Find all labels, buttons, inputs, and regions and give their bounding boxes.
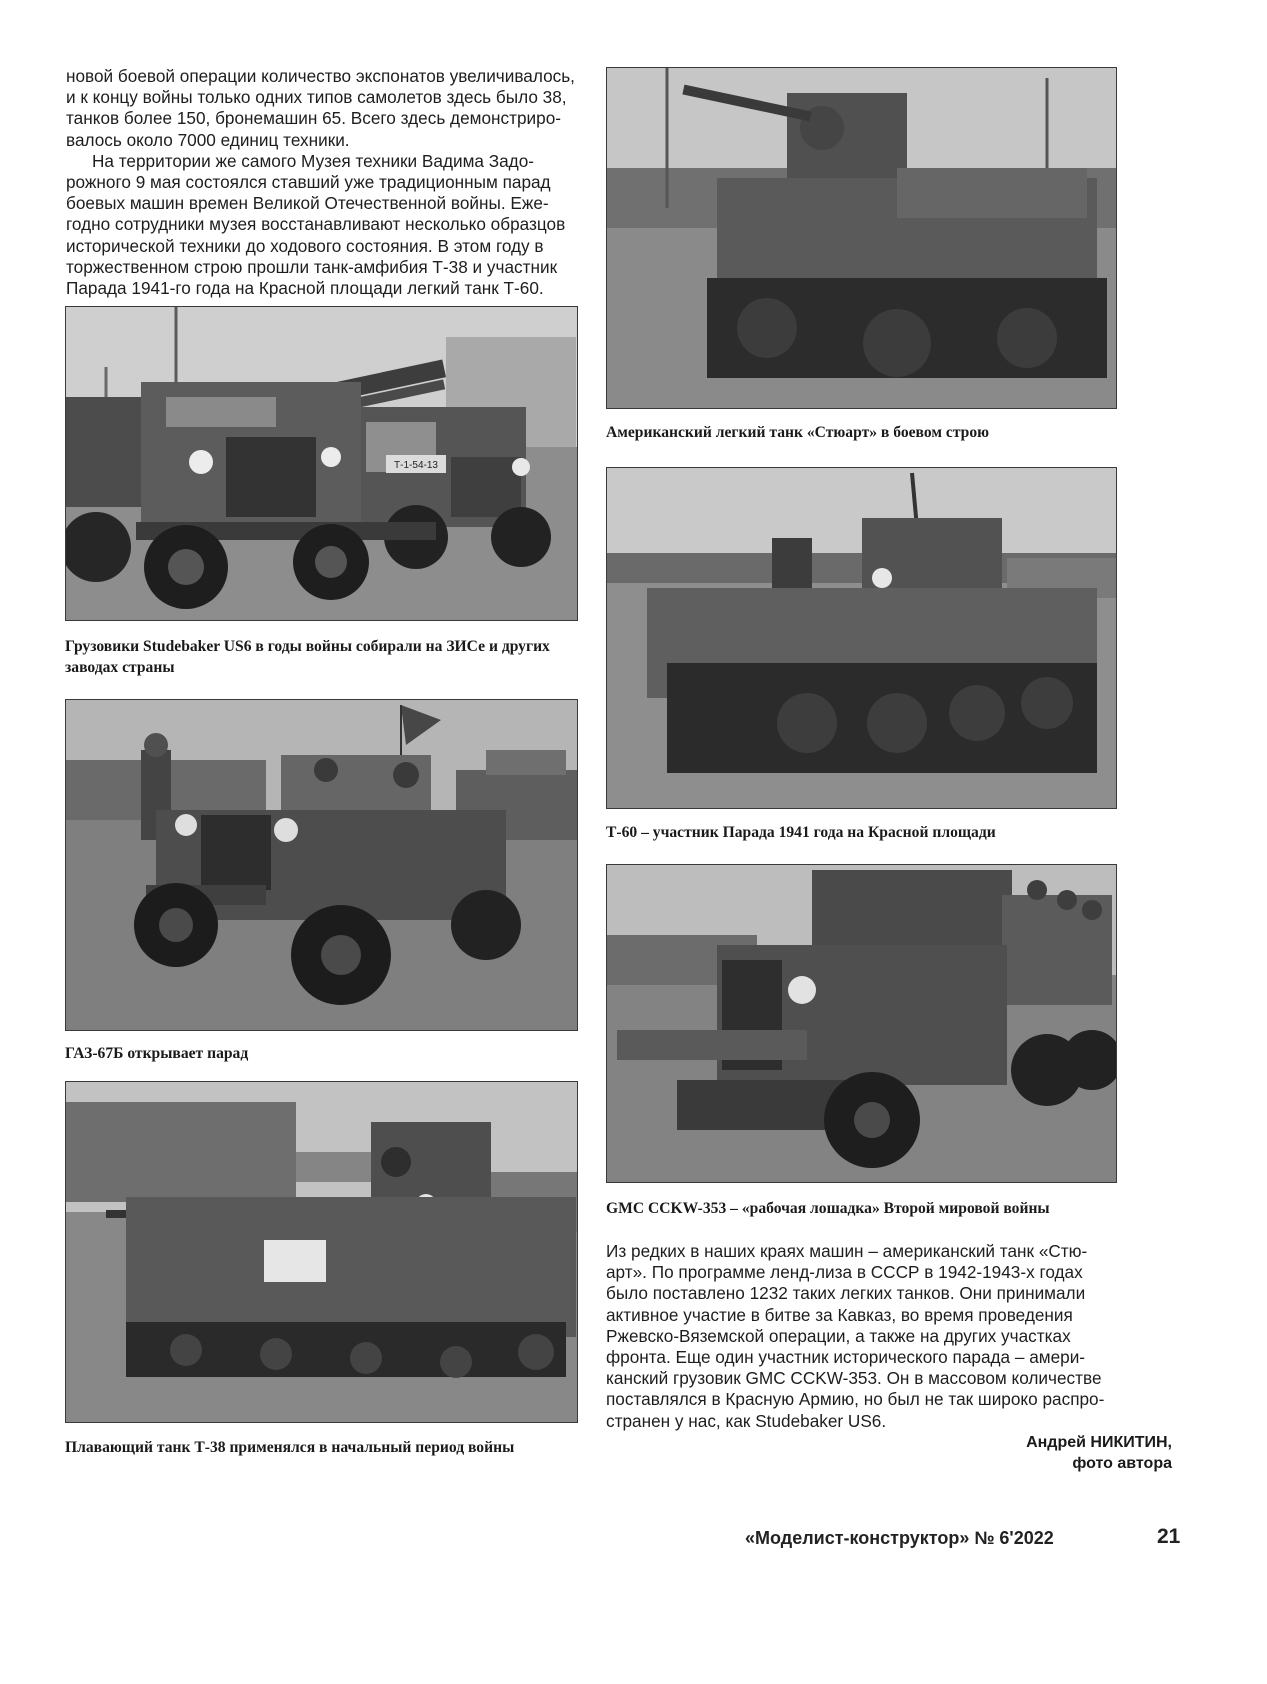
caption-line: Грузовики Studebaker US6 в годы войны собирали на ЗИСе и других <box>65 638 550 655</box>
stuart-illustration <box>607 68 1116 408</box>
text-line: арт». По программе ленд-лиза в СССР в 1942-1943-х годах <box>606 1262 1083 1283</box>
byline <box>1026 1432 1172 1474</box>
text-line: исторической техники до ходового состояния. В этом году в <box>66 235 544 256</box>
author-name: Андрей НИКИТИН, <box>1026 1434 1172 1451</box>
caption-line: заводах страны <box>65 659 175 676</box>
studebaker-illustration <box>66 307 577 620</box>
text-line: было поставлено 1232 таких легких танков. Они принимали <box>606 1283 1086 1304</box>
museum-paragraph <box>66 151 576 299</box>
intro-text <box>66 66 576 299</box>
page-number: 21 <box>1157 1525 1181 1548</box>
gaz-illustration <box>66 700 577 1030</box>
text-line: фронта. Еще один участник исторического парада – амери- <box>606 1347 1086 1368</box>
text-line: рожного 9 мая состоялся ставший уже традиционным парад <box>66 172 551 193</box>
caption-t60: Т-60 – участник Парада 1941 года на Красной площади <box>606 824 996 841</box>
photo-credit: фото автора <box>1072 1455 1172 1472</box>
photo-studebaker-trucks <box>65 306 578 621</box>
text-line: На территории же самого Музея техники Вадима Задо- <box>92 150 534 171</box>
text-line: активное участие в битве за Кавказ, во время проведения <box>606 1304 1073 1325</box>
text-line: поставлялся в Красную Армию, но был не так широко распро- <box>606 1389 1105 1410</box>
text-line: боевых машин времен Великой Отечественной войны. Еже- <box>66 193 549 214</box>
t38-illustration <box>66 1082 577 1422</box>
magazine-issue: «Моделист-конструктор» № 6'2022 <box>745 1528 1054 1548</box>
text-line: странен у нас, как Studebaker US6. <box>606 1410 887 1431</box>
caption-stuart: Американский легкий танк «Стюарт» в боевом строю <box>606 424 990 441</box>
caption-gaz: ГАЗ-67Б открывает парад <box>65 1045 249 1062</box>
text-line: Ржевско-Вяземской операции, а также на других участках <box>606 1325 1071 1346</box>
text-line: танков более 150, бронемашин 65. Всего здесь демонстриро- <box>66 108 561 129</box>
text-line: канский грузовик GMC CCKW-353. Он в массовом количестве <box>606 1368 1102 1389</box>
text-line: и к концу войны только одних типов самолетов здесь было 38, <box>66 87 567 108</box>
gmc-illustration <box>607 865 1116 1182</box>
text-line: Парада 1941-го года на Красной площади легкий танк Т-60. <box>66 278 544 299</box>
text-line: новой боевой операции количество экспонатов увеличивалось, <box>66 66 575 86</box>
caption-t38: Плавающий танк Т-38 применялся в начальный период войны <box>65 1439 515 1456</box>
caption-gmc: GMC CCKW-353 – «рабочая лошадка» Второй мировой войны <box>606 1200 1050 1217</box>
text-line: торжественном строю прошли танк-амфибия Т-38 и участник <box>66 256 558 277</box>
intro-paragraph <box>66 66 576 151</box>
t60-illustration <box>607 468 1116 808</box>
closing-text <box>606 1241 1116 1432</box>
photo-t60-tank <box>606 467 1117 809</box>
caption-studebaker <box>65 636 580 678</box>
text-line: Из редких в наших краях машин – американский танк «Стю- <box>606 1241 1088 1261</box>
photo-gmc-truck <box>606 864 1117 1183</box>
photo-gaz-67b <box>65 699 578 1031</box>
text-line: валось около 7000 единиц техники. <box>66 129 350 150</box>
photo-stuart-tank <box>606 67 1117 409</box>
photo-t38-tank <box>65 1081 578 1423</box>
truck-plate: Т-1-54-13 <box>394 460 438 471</box>
text-line: годно сотрудники музея восстанавливают несколько образцов <box>66 214 566 235</box>
